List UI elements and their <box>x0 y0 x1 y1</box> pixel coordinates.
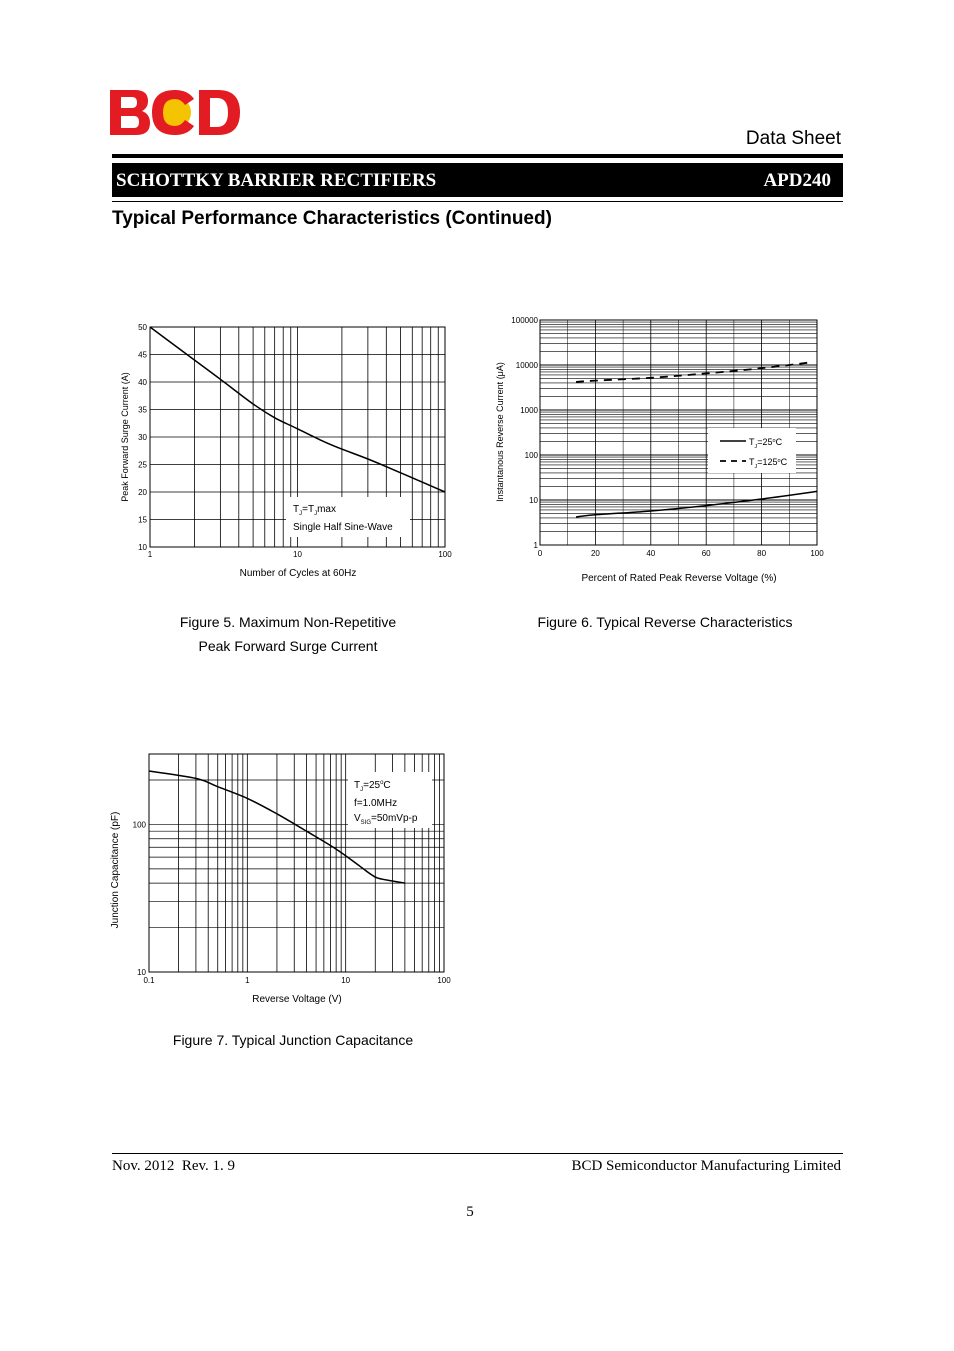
bcd-logo-graphic <box>110 90 240 135</box>
figure-7-chart <box>100 742 470 1012</box>
figure-6-y-tick-label: 10 <box>529 496 538 505</box>
figure-6-x-tick-label: 0 <box>537 549 543 558</box>
figure-5-y-tick-label: 30 <box>138 433 147 442</box>
figure-6-x-tick-label: 60 <box>701 549 711 558</box>
figure-6-x-ticks <box>538 549 824 558</box>
figure-5-y-tick-label: 35 <box>138 405 147 415</box>
figure-5-x-ticks <box>148 550 452 559</box>
figure-7-y-tick-label: 100 <box>132 820 146 830</box>
revision-date: Nov. 2012 Rev. 1. 9 <box>112 1158 236 1174</box>
figure-6-y-tick-label: 10000 <box>515 361 538 370</box>
figure-7-legend-line2: f=1.0MHz <box>354 798 398 809</box>
sheet-label: Data Sheet <box>745 128 841 149</box>
header-rule <box>112 154 843 158</box>
figure-6-y-tick-label: 100 <box>524 451 538 460</box>
figure-5-y-tick-label: 50 <box>138 323 147 332</box>
figure-5-y-tick-label: 40 <box>138 378 147 387</box>
figure-5-chart <box>100 315 470 585</box>
figure-7-caption: Figure 7. Typical Junction Capacitance <box>172 1032 414 1048</box>
figure-5-legend-line2: Single Half Sine-Wave <box>293 522 393 533</box>
figure-6-legend-label-25c: $T_J=25^oC$ <box>749 437 783 450</box>
figure-6-x-label: Percent of Rated Peak Reverse Voltage (%) <box>581 573 777 584</box>
figure-5-y-tick-label: 45 <box>138 350 147 360</box>
figure-7-legend-line3: $V_{SIG}=50mVp-p$ <box>354 813 418 826</box>
figure-5-x-tick-label: 1 <box>147 550 153 559</box>
figure-6-y-ticks <box>511 316 538 550</box>
figure-7-x-ticks <box>143 976 451 985</box>
figure-7-y-tick-label: 10 <box>137 968 146 977</box>
bcd-logo <box>110 90 240 135</box>
footer-rule <box>112 1153 843 1154</box>
figure-5-x-label: Number of Cycles at 60Hz <box>239 568 357 579</box>
figure-6-chart <box>490 308 830 593</box>
figure-6-legend-label-125c: $T_J=125^oC$ <box>749 457 788 470</box>
figure-7-x-tick-label: 10 <box>341 976 351 985</box>
company-name: BCD Semiconductor Manufacturing Limited <box>571 1158 841 1174</box>
figure-6-x-tick-label: 20 <box>590 549 600 558</box>
figure-7-x-tick-label: 0.1 <box>143 976 155 985</box>
figure-7-x-tick-label: 100 <box>437 976 451 985</box>
figure-5-legend-line1: $T_J=T_J\max$ <box>293 504 336 517</box>
figure-5-caption-line1: Figure 5. Maximum Non-Repetitive <box>179 614 397 630</box>
figure-6-y-tick-label: 1 <box>533 541 538 550</box>
figure-6-y-tick-label: 100000 <box>511 316 538 325</box>
figure-5-y-ticks <box>138 323 147 552</box>
figure-6-y-label: Instantanous Reverse Current (μA) <box>495 362 505 502</box>
figure-5-caption-line2: Peak Forward Surge Current <box>198 638 378 654</box>
figure-6-caption: Figure 6. Typical Reverse Characteristics <box>537 614 793 630</box>
section-heading: Typical Performance Characteristics (Continued) <box>112 208 552 229</box>
figure-7-x-tick-label: 1 <box>245 976 250 985</box>
figure-5-y-tick-label: 25 <box>138 460 147 470</box>
figure-7-y-label: Junction Capacitance (pF) <box>110 811 121 929</box>
document-title: SCHOTTKY BARRIER RECTIFIERS <box>116 170 437 191</box>
figure-7-legend-line1: $T_J=25^oC$ <box>354 780 391 793</box>
figure-5-y-label: Peak Forward Surge Current (A) <box>120 372 130 502</box>
figure-5-caption <box>130 610 446 658</box>
figure-5-y-tick-label: 10 <box>138 543 147 552</box>
figure-6-x-tick-label: 100 <box>810 549 824 558</box>
part-number: APD240 <box>763 170 831 191</box>
figure-5-x-tick-label: 100 <box>438 550 452 559</box>
figure-5-y-tick-label: 20 <box>138 488 147 497</box>
figure-7-y-ticks <box>133 820 147 977</box>
figure-5-y-tick-label: 15 <box>138 515 147 525</box>
page-number: 5 <box>466 1204 474 1220</box>
figure-7-x-label: Reverse Voltage (V) <box>252 994 342 1005</box>
figure-6-x-tick-label: 80 <box>757 549 767 558</box>
figure-6-y-tick-label: 1000 <box>520 406 538 415</box>
title-bar <box>112 163 843 197</box>
header-rule-thin <box>112 201 843 202</box>
figure-5-x-tick-label: 10 <box>293 550 302 559</box>
figure-6-x-tick-label: 40 <box>646 549 656 558</box>
